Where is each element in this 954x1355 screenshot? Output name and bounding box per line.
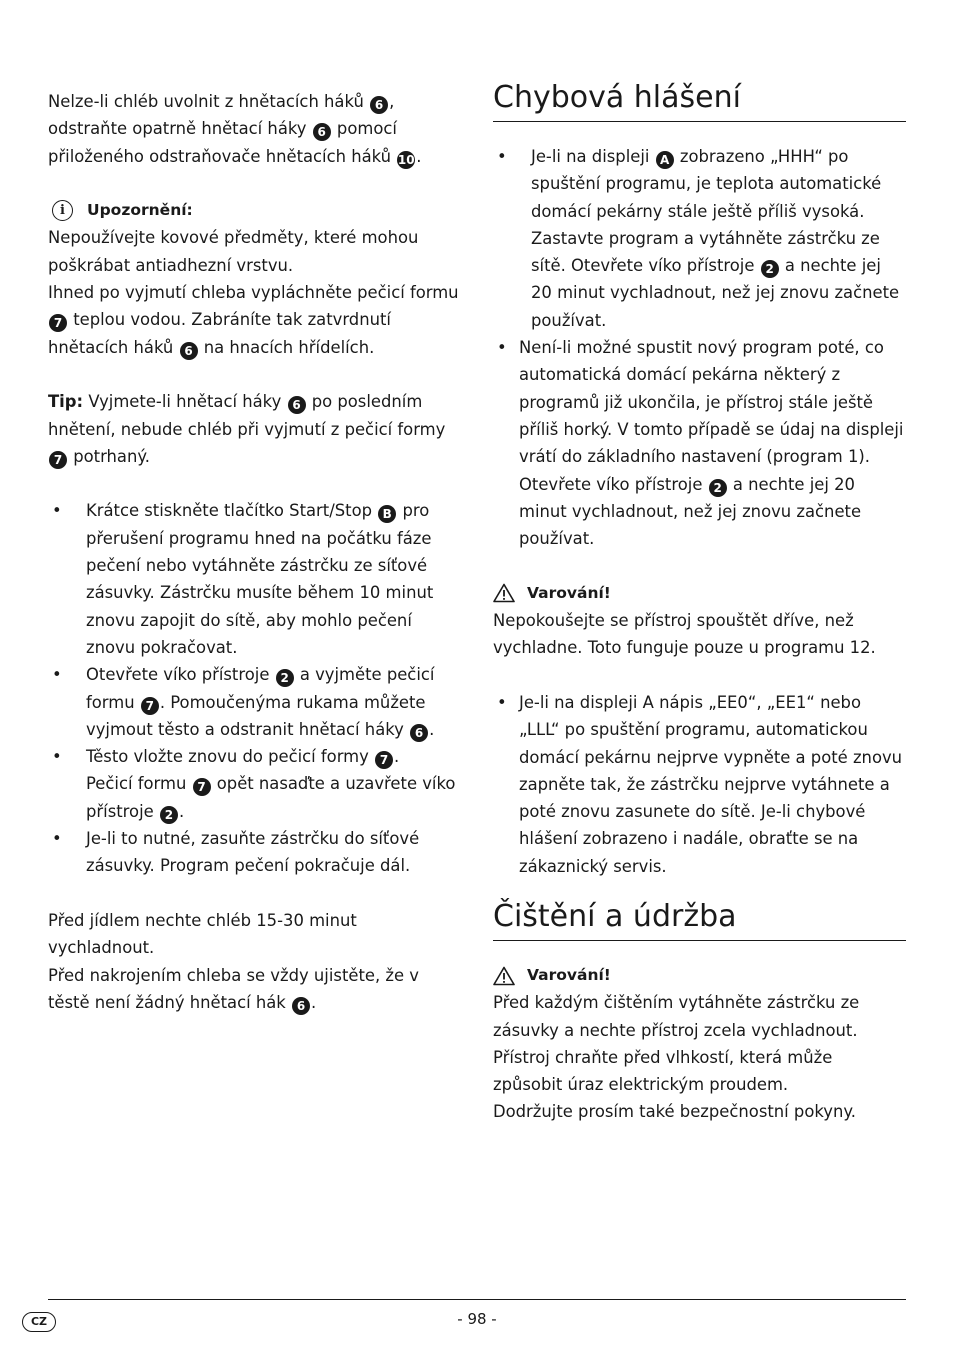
list-item: • Otevřete víko přístroje 2 a vyjměte pečicí formu 7 . Pomoučenýma rukama můžete vyjmout těsto a odstranit hnětací háky 6 . — [48, 661, 464, 743]
list-item: • Je-li to nutné, zasuňte zástrčku do síťové zásuvky. Program pečení pokračuje dál. — [48, 825, 464, 880]
bullet: • — [497, 147, 507, 166]
intro-paragraph: Nelze-li chléb uvolnit z hnětacích háků 6 , odstraňte opatrně hnětací háky 6 pomocí přiloženého odstraňovače hnětacích háků 10 . — [48, 92, 422, 167]
ref-number: 6 — [410, 724, 428, 742]
ref-number: 6 — [370, 96, 388, 114]
list-item: • Není-li možné spustit nový program poté, co automatická domácí pekárna některý z programů již ukončila, je přístroj stále ještě příliš horký. V tomto případě se údaj na displeji vrátí do základního nastavení (program 1). Otevřete víko přístroje 2 a nechte jej 20 minut vychladnout, než jej znovu začnete používat. — [493, 334, 906, 552]
bullet: • — [52, 665, 62, 685]
ref-number: 10 — [397, 152, 415, 167]
ref-number: 2 — [761, 260, 779, 278]
bullet: • — [52, 501, 62, 521]
section-heading-cleaning: Čištění a údržba — [493, 899, 906, 941]
warning-text: Přístroj chraňte před vlhkostí, která může způsobit úraz elektrickým proudem. — [493, 1047, 833, 1095]
bullet: • — [52, 747, 62, 767]
tip-paragraph: Tip: Vyjmete-li hnětací háky 6 po posledním hnětení, nebude chléb při vyjmutí z pečicí formy 7 potrhaný. — [48, 392, 446, 467]
note-text: Nepoužívejte kovové předměty, které mohou poškrábat antiadhezní vrstvu. — [48, 228, 419, 275]
ref-number: 6 — [292, 997, 310, 1015]
warning-icon — [493, 966, 515, 986]
footer-divider — [48, 1299, 906, 1300]
ref-number: 2 — [160, 806, 178, 824]
warning-icon — [493, 583, 515, 603]
ref-number: 6 — [180, 342, 198, 360]
bullet: • — [497, 692, 507, 712]
ref-number: 6 — [288, 396, 306, 414]
info-icon: i — [52, 200, 73, 221]
list-item: • Je-li na displeji A nápis „EE0“, „EE1“ nebo „LLL“ po spuštění programu, automatickou domácí pekárnu nejprve vypněte a poté znovu zapněte tak, že zástrčku nejprve vytáhnete a poté znovu zasunete do sítě. Je-li chybové hlášení zobrazeno i nadále, obraťte se na zákaznický servis. — [493, 689, 906, 880]
warning-heading: Varování! — [493, 962, 906, 989]
ref-number: 7 — [49, 451, 67, 469]
note-text-2: Ihned po vyjmutí chleba vypláchněte pečicí formu 7 teplou vodou. Zabráníte tak zatvrdnutí hnětacích háků 6 na hnacích hřídelích. — [48, 283, 459, 358]
ref-number: 2 — [709, 479, 727, 497]
ref-number: 6 — [313, 123, 331, 141]
section-heading-errors: Chybová hlášení — [493, 80, 906, 122]
ref-number: 7 — [375, 751, 393, 769]
note-heading: i Upozornění: — [48, 197, 464, 224]
ref-number: 7 — [193, 778, 211, 796]
ref-number: 7 — [49, 314, 67, 332]
ref-letter: B — [378, 505, 396, 523]
left-column — [48, 88, 464, 1016]
warning-text: Před každým čištěním vytáhněte zástrčku ze zásuvky a nechte přístroj zcela vychladnout. — [493, 993, 860, 1040]
bullet: • — [497, 338, 507, 358]
ref-letter: A — [656, 151, 674, 169]
cleaning-section — [493, 962, 906, 1126]
right-column — [493, 143, 906, 880]
ref-number: 7 — [141, 697, 159, 715]
page-number: - 98 - — [457, 1310, 497, 1328]
ref-number: 2 — [276, 669, 294, 687]
warning-text: Dodržujte prosím také bezpečnostní pokyny. — [493, 1102, 856, 1122]
warning-heading: Varování! — [493, 580, 906, 607]
bullet: • — [52, 829, 62, 849]
list-item: • Krátce stiskněte tlačítko Start/Stop B pro přerušení programu hned na počátku fáze pečení nebo vytáhněte zástrčku ze síťové zásuvky. Zástrčku musíte během 10 minut znovu zapojit do sítě, aby mohlo pečení znovu pokračovat. — [48, 497, 464, 661]
closing-text-2: Před nakrojením chleba se vždy ujistěte, že v těstě není žádný hnětací hák 6 . — [48, 965, 419, 1013]
closing-text: Před jídlem nechte chléb 15-30 minut vychladnout. — [48, 910, 357, 958]
warning-text: Nepokoušejte se přístroj spouštět dříve, než vychladne. Toto funguje pouze u programu 12. — [493, 611, 876, 658]
list-item: • Těsto vložte znovu do pečicí formy 7 . Pečicí formu 7 opět nasaďte a uzavřete víko přístroje 2 . — [48, 743, 464, 825]
language-badge: CZ — [22, 1312, 56, 1332]
list-item: • Je-li na displeji A zobrazeno „HHH“ po spuštění programu, je teplota automatické domácí pekárny stále ještě příliš vysoká. Zastavte program a vytáhněte zástrčku ze sítě. Otevřete víko přístroje 2 a nechte jej 20 minut vychladnout, než jej znovu začnete používat. — [493, 143, 906, 334]
